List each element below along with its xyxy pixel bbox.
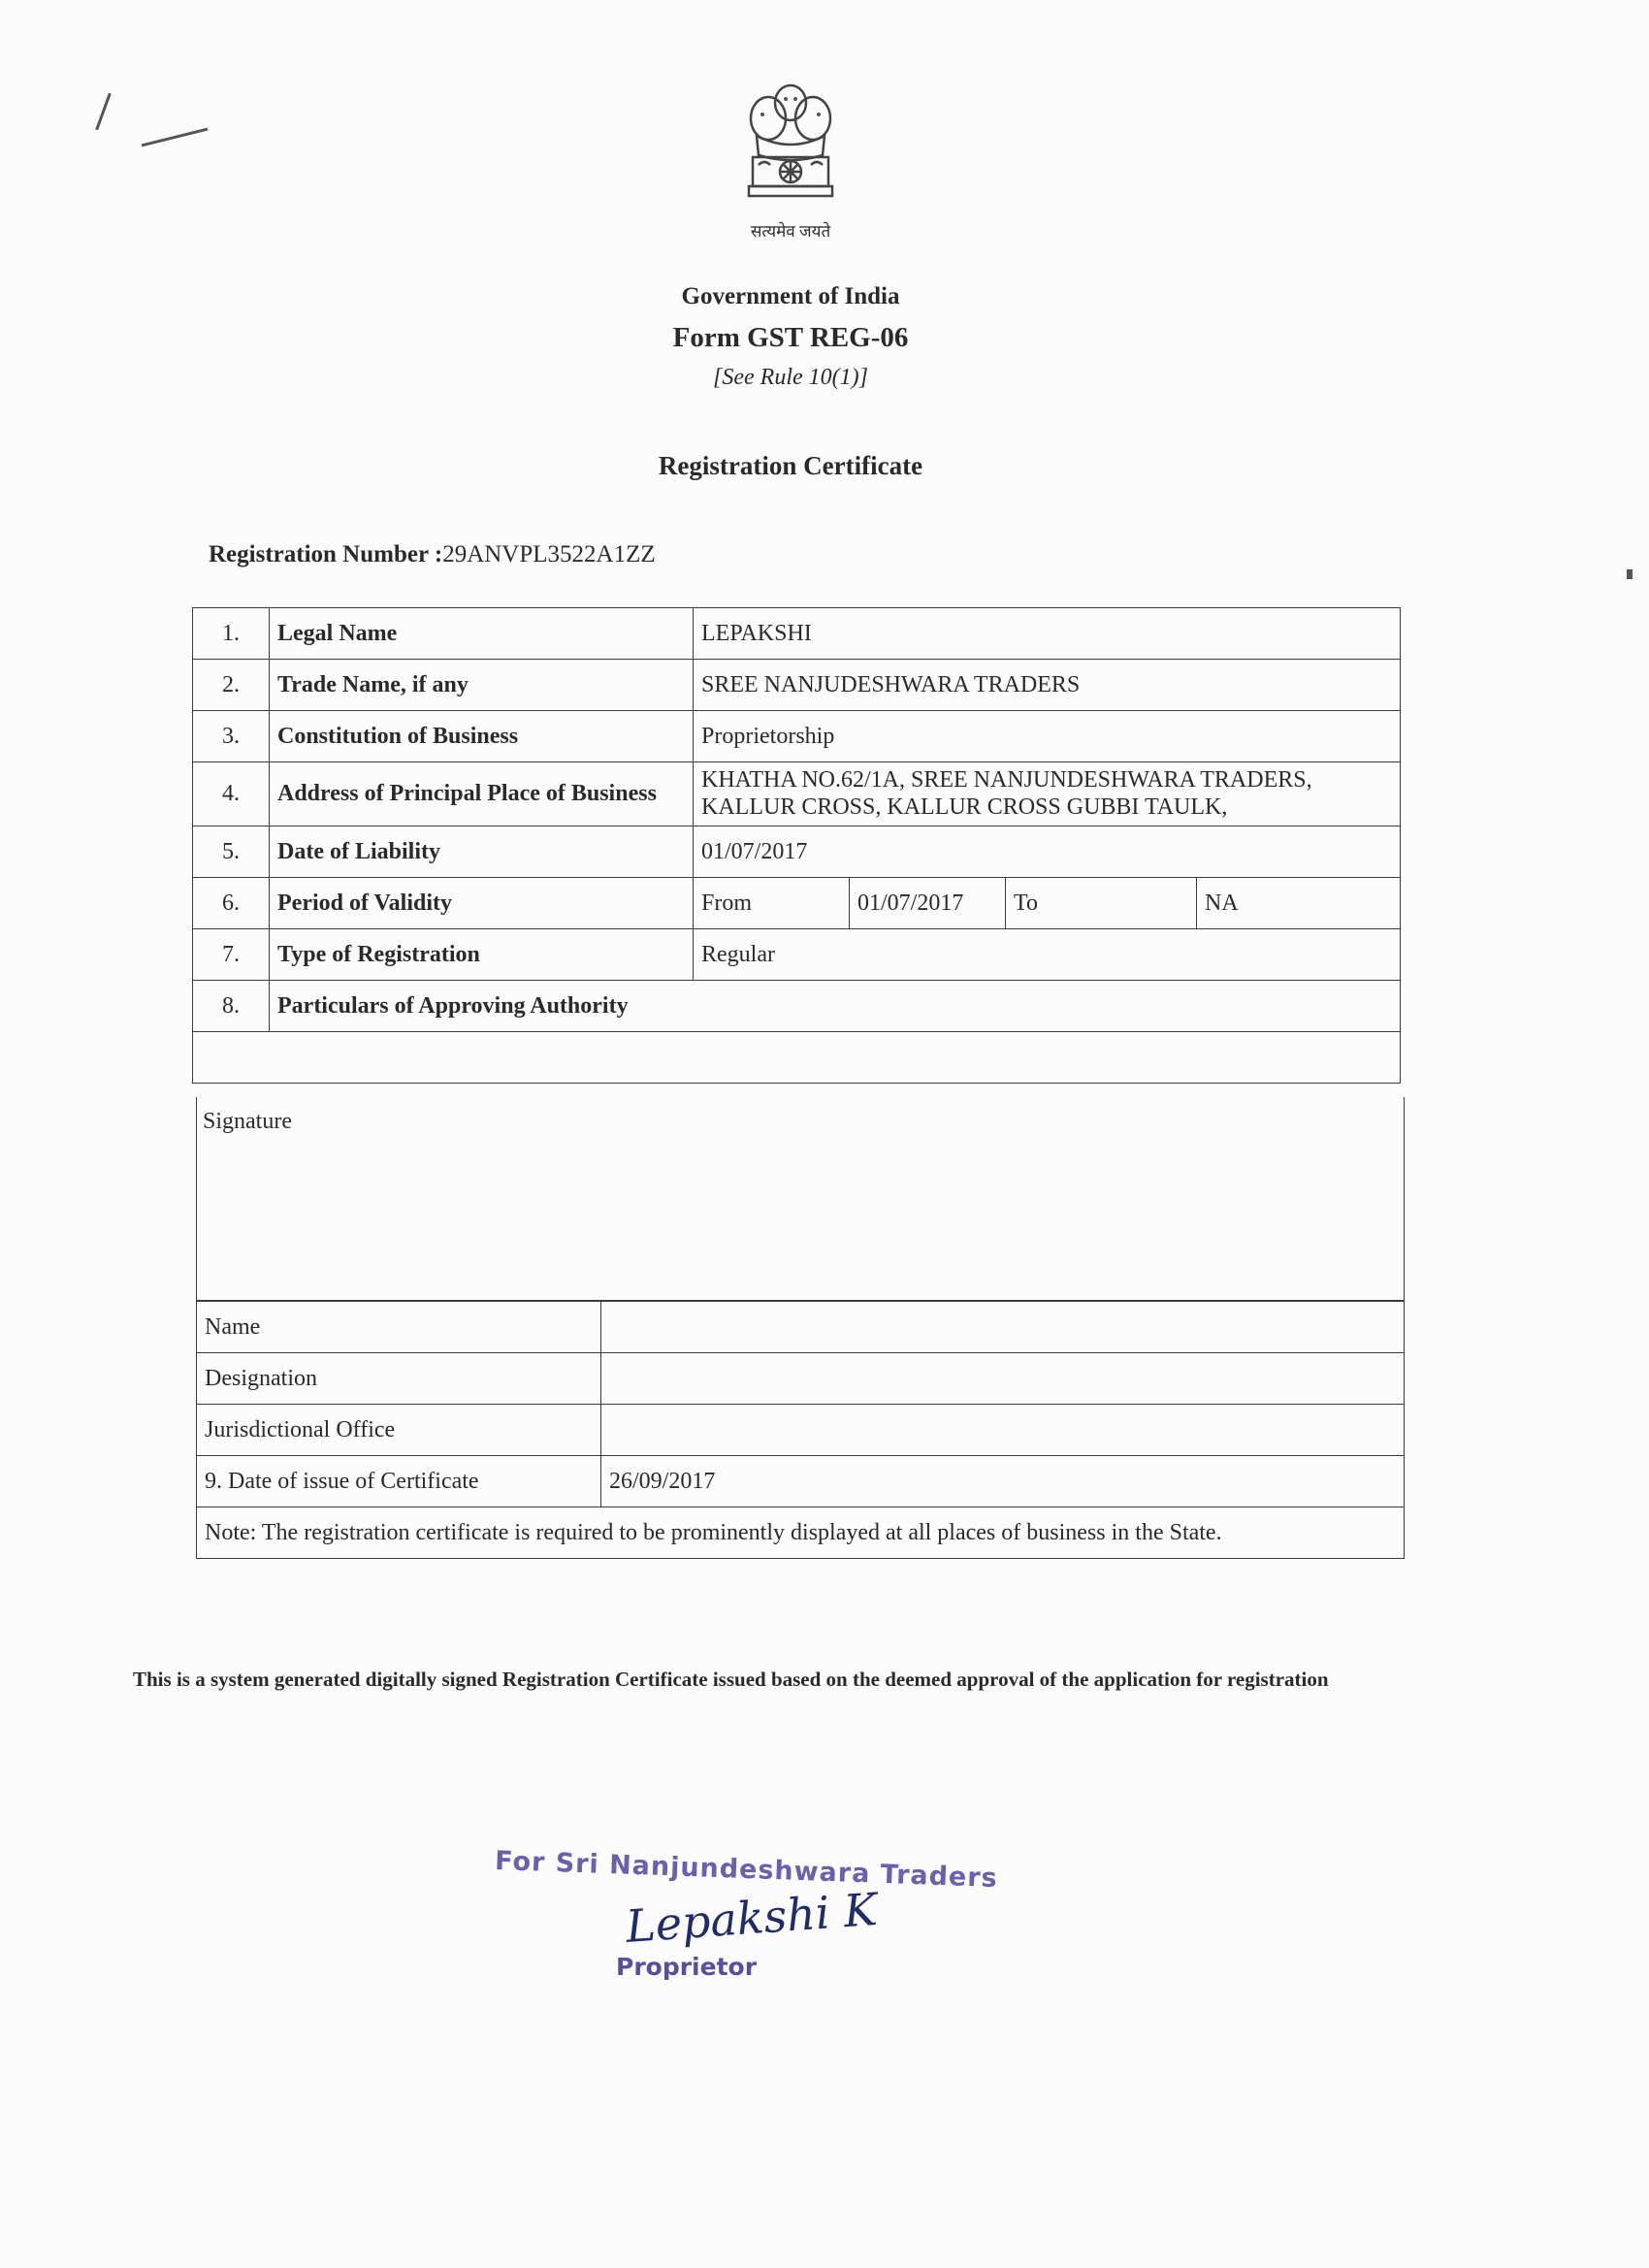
national-emblem-icon [737, 76, 844, 221]
rule-reference: [See Rule 10(1)] [713, 365, 868, 390]
handwritten-signature: Lepakshi K [624, 1883, 880, 1953]
jurisdiction-label: Jurisdictional Office [197, 1405, 601, 1456]
row-number: 2. [193, 660, 270, 711]
table-row [193, 981, 1401, 1032]
table-row [197, 1507, 1405, 1559]
row-number: 7. [193, 929, 270, 981]
table-row [197, 1302, 1405, 1353]
government-heading: Government of India [681, 283, 900, 309]
registration-number-label: Registration Number : [209, 541, 443, 567]
issue-date-label: 9. Date of issue of Certificate [197, 1456, 601, 1507]
registration-number [209, 541, 656, 568]
table-row [193, 660, 1401, 711]
designation-label: Designation [197, 1353, 601, 1405]
table-row [193, 929, 1401, 981]
validity-to-label: To [1006, 878, 1197, 929]
name-label: Name [197, 1302, 601, 1353]
pen-mark [142, 128, 209, 147]
proprietor-stamp: Proprietor [616, 1953, 758, 1981]
row-label: Type of Registration [270, 929, 694, 981]
constitution-value: Proprietorship [694, 711, 1401, 762]
trade-name-value: SREE NANJUDESHWARA TRADERS [694, 660, 1401, 711]
row-label: Date of Liability [270, 826, 694, 878]
row-label: Constitution of Business [270, 711, 694, 762]
row-label: Address of Principal Place of Business [270, 762, 694, 826]
jurisdiction-value [601, 1405, 1405, 1456]
table-row [197, 1405, 1405, 1456]
row-label: Particulars of Approving Authority [270, 981, 1401, 1032]
emblem-motto: सत्यमेव जयते [750, 222, 831, 241]
validity-from-label: From [694, 878, 850, 929]
row-label: Period of Validity [270, 878, 694, 929]
validity-from-value: 01/07/2017 [850, 878, 1006, 929]
liability-date-value: 01/07/2017 [694, 826, 1401, 878]
blank-cell [193, 1032, 1401, 1084]
certificate-title: Registration Certificate [658, 451, 923, 480]
form-title: Form GST REG-06 [672, 322, 909, 353]
display-note: Note: The registration certificate is required to be prominently displayed at all places of business in the State. [197, 1507, 1405, 1559]
row-number: 5. [193, 826, 270, 878]
table-row [193, 762, 1401, 826]
table-row [193, 826, 1401, 878]
registration-number-value: 29ANVPL3522A1ZZ [442, 541, 656, 567]
table-row [193, 878, 1401, 929]
pen-mark [95, 93, 111, 131]
system-generated-footer: This is a system generated digitally signed Registration Certificate issued based on the deemed approval of the application for registration [133, 1668, 1329, 1691]
signature-box [196, 1097, 1405, 1301]
approval-details-table [196, 1301, 1405, 1559]
row-number: 8. [193, 981, 270, 1032]
row-number: 4. [193, 762, 270, 826]
address-value: KHATHA NO.62/1A, SREE NANJUNDESHWARA TRADERS, KALLUR CROSS, KALLUR CROSS GUBBI TAULK, [694, 762, 1401, 826]
registration-type-value: Regular [694, 929, 1401, 981]
pen-mark [1627, 569, 1633, 579]
table-row [197, 1353, 1405, 1405]
row-number: 6. [193, 878, 270, 929]
table-row [193, 711, 1401, 762]
table-row-blank [193, 1032, 1401, 1084]
row-number: 1. [193, 608, 270, 660]
row-label: Trade Name, if any [270, 660, 694, 711]
table-row [193, 608, 1401, 660]
designation-value [601, 1353, 1405, 1405]
firm-stamp: For Sri Nanjundeshwara Traders [494, 1845, 999, 1895]
issue-date-value: 26/09/2017 [601, 1456, 1405, 1507]
table-row [197, 1456, 1405, 1507]
legal-name-value: LEPAKSHI [694, 608, 1401, 660]
row-number: 3. [193, 711, 270, 762]
registration-details-table [192, 607, 1401, 1084]
row-label: Legal Name [270, 608, 694, 660]
signature-label: Signature [203, 1109, 292, 1134]
name-value [601, 1302, 1405, 1353]
validity-to-value: NA [1197, 878, 1401, 929]
